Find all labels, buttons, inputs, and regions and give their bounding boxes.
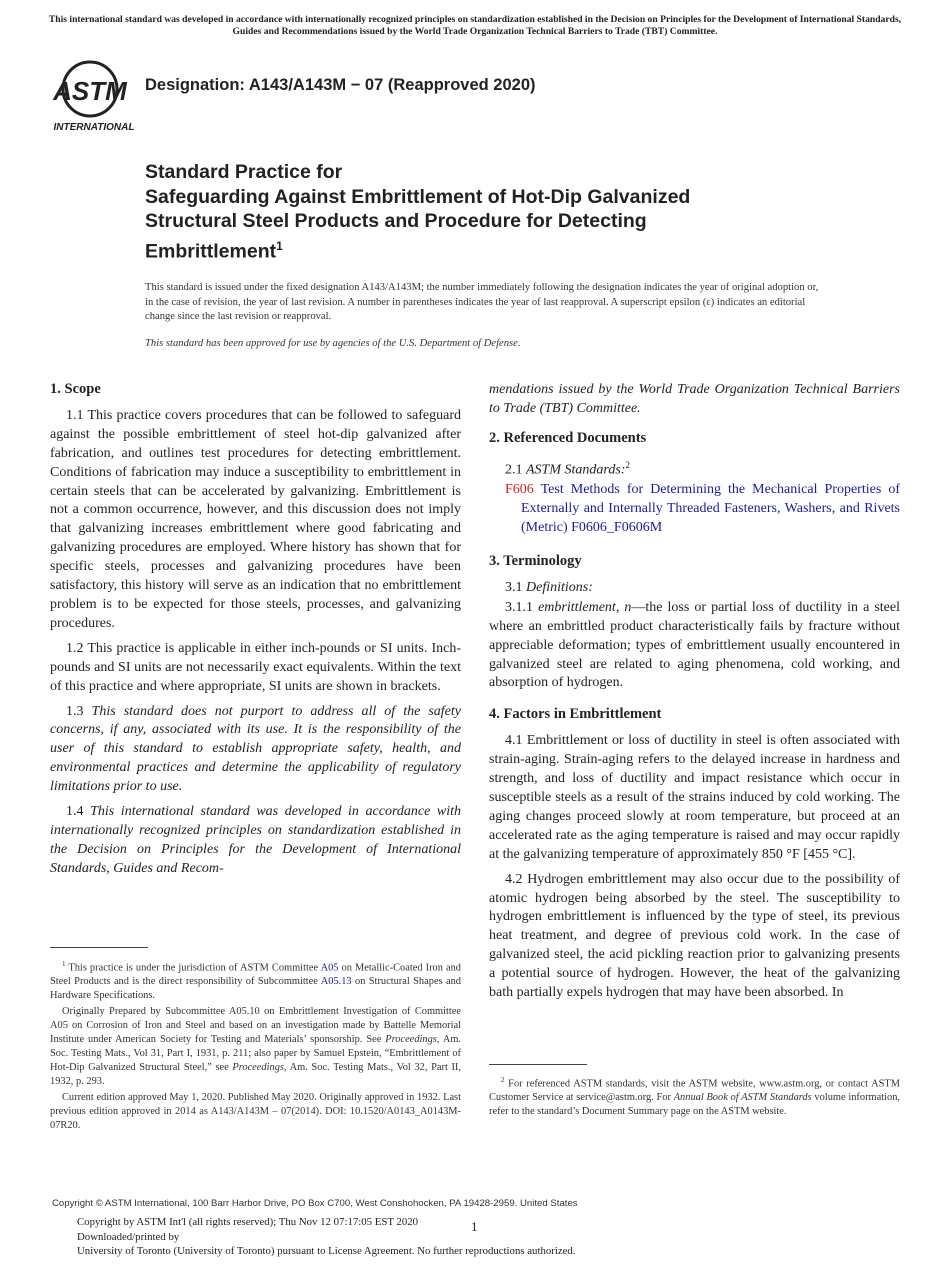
footnote-1-edition: Current edition approved May 1, 2020. Published May 2020. Originally approved in 1932. Last previous edition approved in 2014 as A143/A143M – 07(2014). DOI: 10.1520/A0143_A0143M-07R20. <box>50 1092 461 1132</box>
copyright-line: Copyright © ASTM International, 100 Barr Harbor Drive, PO Box C700, West Conshohocken, PA 19428-2959. United States <box>52 1198 578 1209</box>
logo-subtext: INTERNATIONAL <box>53 122 135 133</box>
footnotes-left <box>50 957 461 1135</box>
dod-approval-note: This standard has been approved for use by agencies of the U.S. Department of Defense. <box>145 338 521 349</box>
footnote-divider-right <box>489 1064 587 1065</box>
title-line-4: Embrittlement$^1$ <box>145 238 283 262</box>
section-heading-factors: 4. Factors in Embrittlement <box>489 706 662 723</box>
page-number: 1 <box>471 1219 478 1234</box>
download-notice-line-3: University of Toronto (University of Toronto) pursuant to License Agreement. No further reproductions authorized. <box>77 1245 576 1257</box>
paragraph-1-2: 1.2 This practice is applicable in either inch-pounds or SI units. Inch-pounds and SI units are not necessarily exact equivalents. Within the text of this practice and where appropriate, SI units are shown in brackets. <box>50 640 461 694</box>
download-notice-line-2: Downloaded/printed by <box>77 1230 180 1243</box>
download-notice <box>77 1215 576 1259</box>
tbt-notice: This international standard was developed in accordance with internationally recognized principles on standardization established in the Decision on Principles for the Development of International Standards, Guides and Recommendations issued by the World Trade Organization Technical Barriers to Trade (TBT) Committee. <box>48 14 902 37</box>
astm-logo <box>52 58 136 134</box>
designation: Designation: A143/A143M − 07 (Reapproved 2020) <box>145 76 536 94</box>
title-footnote-ref[interactable]: 1 <box>276 238 283 253</box>
footnote-ref-2[interactable]: 2 <box>625 459 630 470</box>
section-heading-referenced-documents: 2. Referenced Documents <box>489 429 647 446</box>
paragraph-1-4-continued: mendations issued by the World Trade Organization Technical Barriers to Trade (TBT) Committee. <box>489 382 900 416</box>
logo-text: ASTM <box>53 76 127 106</box>
paragraph-4-1: 4.1 Embrittlement or loss of ductility in steel is often associated with strain-aging. Strain-aging refers to the delayed increase in hardness and strength, and loss of ductility and impact resistance which occur in susceptible steels as a result of the strains induced by cold working. The aging changes proceed slowly at room temperature, but proceed at an accelerated rate as the aging temperature is raised and may occur rapidly at the galvanizing temperature of approximately 850 °F [455 °C]. <box>489 733 900 862</box>
link-f606[interactable]: F606 <box>505 482 534 498</box>
download-notice-line-1: Copyright by ASTM Int'l (all rights reserved); Thu Nov 12 07:17:05 EST 2020 <box>77 1216 419 1228</box>
footnote-1: $^1$ This practice is under the jurisdiction of ASTM Committee A05 on Metallic-Coated Iron and Steel Products and is the direct responsibility of Subcommittee A05.13 on Structural Shapes and Hardware Specifications. <box>50 960 461 1002</box>
document-title <box>145 160 865 264</box>
paragraph-3-1-1: 3.1.1 embrittlement, n—the loss or partial loss of ductility in a steel where an embrittled product characteristically fails by fracture without appreciable deformation; types of embrittlement usually encountered in galvanized steel are related to aging phenomena, cold working, and absorption of hydrogen. <box>489 599 901 691</box>
link-f606-title[interactable]: Test Methods for Determining the Mechanical Properties of Externally and Internally Threaded Fasteners, Washers, and Rivets (Metric) F0606_F0606M <box>521 482 900 536</box>
paragraph-1-4: 1.4 This international standard was developed in accordance with internationally recognized principles on standardization established in the Decision on Principles for the Development of International Standards, Guides and Recom- <box>50 804 462 876</box>
footnote-1-history: Originally Prepared by Subcommittee A05.10 on Embrittlement Investigation of Committee A05 on Corrosion of Iron and Steel and based on an investigation made by Battelle Memorial Institute under American Society for Testing and Materials’ sponsorship. See Proceedings, Am. Soc. Testing Mats., Vol 31, Part I, 1931, p. 211; also paper by Samuel Epstein, “Embrittlement of Hot-Dip Galvanized Structural Steel,” see Proceedings, Am. Soc. Testing Mats., Vol 32, Part II, 1932, p. 293. <box>50 1006 461 1088</box>
designation-notice: This standard is issued under the fixed designation A143/A143M; the number immediately following the designation indicates the year of original adoption or, in the case of revision, the year of last revision. A number in parentheses indicates the year of last reapproval. A superscript epsilon (ε) indicates an editorial change since the last revision or reapproval. <box>145 282 819 323</box>
section-heading-terminology: 3. Terminology <box>489 553 582 569</box>
link-a05-13[interactable]: A05.13 <box>320 976 352 988</box>
paragraph-2-1: 2.1 ASTM Standards:$^2$ <box>505 459 630 478</box>
paragraph-1-1: 1.1 This practice covers procedures that can be followed to safeguard against the possible embrittlement of steel hot-dip galvanized after fabrication, and outlines test procedures for detecting embrittlement. Conditions of fabrication may induce a susceptibility to embrittlement in certain steels that can be accelerated by galvanizing. Embrittlement is not a common occurrence, however, and this discussion does not imply that galvanizing increases embrittlement where good fabricating and galvanizing procedures are employed. Where history has shown that for specific steels, processes and galvanizing procedures have been satisfactory, this history will serve as an indication that no embrittlement problem is to be expected for those steels, processes, and galvanizing procedures. <box>50 407 461 631</box>
title-line-1: Standard Practice for <box>145 161 343 183</box>
footnotes-right <box>489 1073 900 1121</box>
paragraph-1-3: 1.3 This standard does not purport to address all of the safety concerns, if any, associated with its use. It is the responsibility of the user of this standard to establish appropriate safety, health, and environmental practices and determine the applicability of regulatory limitations prior to use. <box>50 703 462 795</box>
section-heading-scope: 1. Scope <box>50 381 101 397</box>
right-column <box>489 380 900 1009</box>
referenced-standard-f606 <box>489 481 900 538</box>
footnote-2: $^2$ For referenced ASTM standards, visit the ASTM website, www.astm.org, or contact ASTM Customer Service at service@astm.org. For Annual Book of ASTM Standards volume information, refer to the standard’s Document Summary page on the ASTM website. <box>489 1076 900 1118</box>
paragraph-4-2: 4.2 Hydrogen embrittlement may also occur due to the possibility of atomic hydrogen being absorbed by the steel. The susceptibility to hydrogen embrittlement is influenced by the type of steel, its previous heat treatment, and degree of previous cold work. In the case of galvanized steel, the acid pickling reaction prior to galvanizing presents a potential source of hydrogen. However, the heat of the galvanizing bath partially expels hydrogen that may have been absorbed. In <box>489 871 900 1001</box>
link-a05[interactable]: A05 <box>320 962 339 974</box>
left-column <box>50 380 461 885</box>
title-line-2: Safeguarding Against Embrittlement of Hot-Dip Galvanized <box>145 185 691 208</box>
paragraph-3-1: 3.1 Definitions: <box>505 579 593 595</box>
footnote-divider-left <box>50 947 148 948</box>
title-line-3: Structural Steel Products and Procedure for Detecting <box>145 210 647 232</box>
